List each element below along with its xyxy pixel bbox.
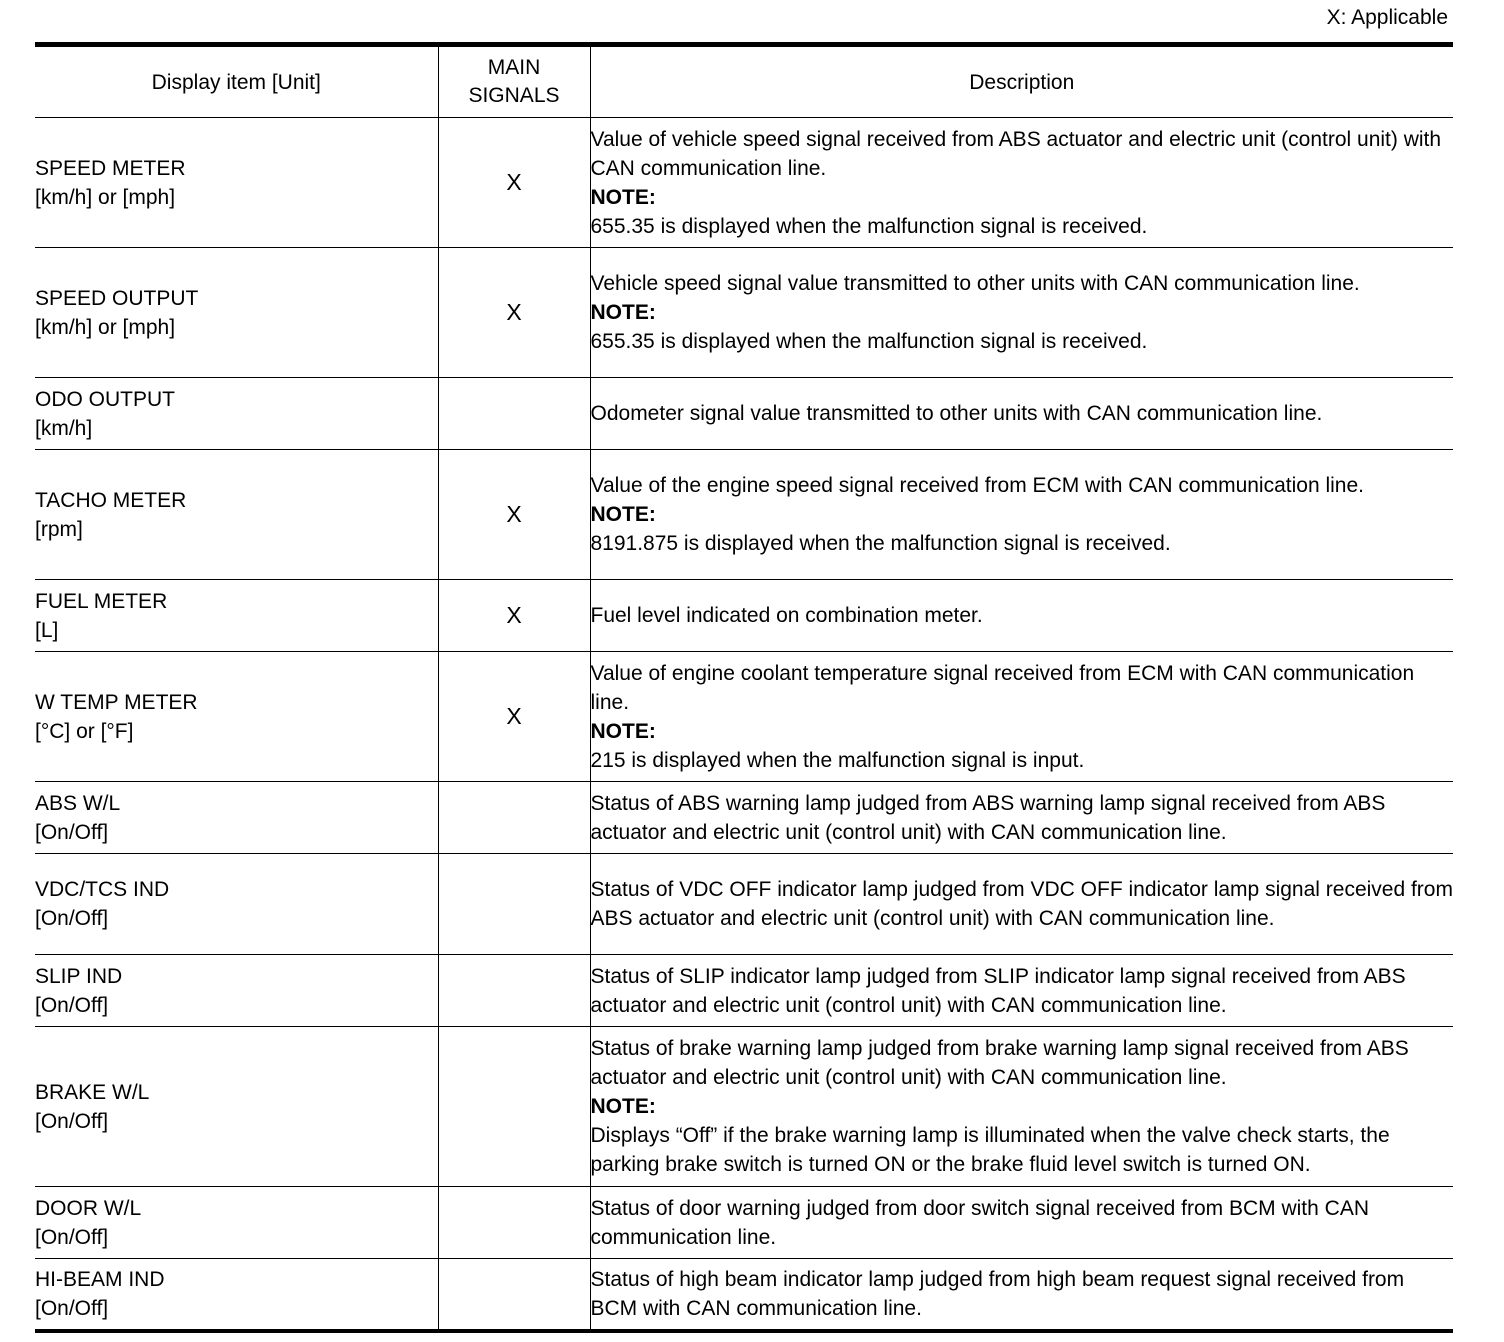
main-signal-cell: X	[438, 450, 590, 580]
display-item-unit: [°C] or [°F]	[35, 719, 134, 743]
display-item-cell	[35, 1259, 438, 1331]
description-cell	[590, 854, 1453, 955]
display-item-name: VDC/TCS IND	[35, 878, 170, 901]
table-row	[35, 782, 1453, 854]
table-row	[35, 580, 1453, 652]
display-item-name: BRAKE W/L	[35, 1080, 150, 1104]
description-cell	[590, 118, 1453, 248]
note-text: 215 is displayed when the malfunction signal is input.	[590, 748, 1085, 772]
display-item-name: W TEMP METER	[35, 690, 198, 714]
row-description: Status of brake warning lamp judged from brake warning lamp signal received from ABS actuator and electric unit (control unit) with CAN communication line.	[590, 1037, 1409, 1089]
row-description: Vehicle speed signal value transmitted to other units with CAN communication line.	[590, 272, 1360, 295]
header-description: Description	[590, 45, 1453, 118]
display-item-name: ABS W/L	[35, 791, 121, 815]
table-row	[35, 1259, 1453, 1331]
row-description: Odometer signal value transmitted to other units with CAN communication line.	[590, 402, 1323, 425]
display-item-unit: [rpm]	[35, 517, 83, 541]
note-label: NOTE:	[590, 1095, 656, 1118]
display-item-cell	[35, 652, 438, 782]
header-display-item: Display item [Unit]	[35, 45, 438, 118]
main-signal-cell: X	[438, 118, 590, 248]
description-cell	[590, 1187, 1453, 1259]
display-item-cell	[35, 580, 438, 652]
display-item-name: TACHO METER	[35, 488, 187, 512]
display-item-cell	[35, 450, 438, 580]
note-label: NOTE:	[590, 503, 656, 526]
table-body	[35, 118, 1453, 1331]
display-item-cell	[35, 1187, 438, 1259]
display-item-name: SLIP IND	[35, 964, 123, 988]
display-item-unit: [km/h] or [mph]	[35, 185, 176, 209]
main-signal-cell	[438, 782, 590, 854]
table-row	[35, 248, 1453, 378]
display-item-cell	[35, 378, 438, 450]
display-item-cell	[35, 248, 438, 378]
row-description: Status of VDC OFF indicator lamp judged from VDC OFF indicator lamp signal received from ABS actuator and electric unit (control unit) with CAN communication line.	[590, 878, 1453, 930]
note-label: NOTE:	[590, 301, 656, 324]
table-row	[35, 652, 1453, 782]
display-item-name: SPEED METER	[35, 156, 186, 180]
display-item-name: DOOR W/L	[35, 1196, 142, 1220]
description-cell	[590, 580, 1453, 652]
display-item-name: FUEL METER	[35, 589, 168, 613]
display-item-name: ODO OUTPUT	[35, 387, 175, 411]
note-text: 8191.875 is displayed when the malfunction signal is received.	[590, 532, 1171, 555]
display-item-cell	[35, 118, 438, 248]
display-item-cell	[35, 955, 438, 1027]
row-description: Fuel level indicated on combination meter.	[590, 604, 983, 627]
display-item-unit: [L]	[35, 618, 59, 642]
display-item-name: SPEED OUTPUT	[35, 286, 199, 310]
main-signal-cell	[438, 378, 590, 450]
description-cell	[590, 782, 1453, 854]
display-item-unit: [On/Off]	[35, 907, 109, 930]
main-signal-cell	[438, 1259, 590, 1331]
display-item-unit: [On/Off]	[35, 820, 109, 844]
main-signal-cell	[438, 955, 590, 1027]
table-row	[35, 378, 1453, 450]
note-text: 655.35 is displayed when the malfunction signal is received.	[590, 214, 1148, 238]
display-item-unit: [On/Off]	[35, 1109, 109, 1133]
data-monitor-table	[35, 42, 1453, 1333]
display-item-unit: [On/Off]	[35, 1296, 109, 1320]
description-cell	[590, 450, 1453, 580]
display-item-cell	[35, 782, 438, 854]
display-item-name: HI-BEAM IND	[35, 1267, 165, 1291]
table-row	[35, 1187, 1453, 1259]
display-item-unit: [km/h] or [mph]	[35, 315, 176, 339]
note-label: NOTE:	[590, 719, 656, 743]
row-description: Value of engine coolant temperature signal received from ECM with CAN communication line.	[590, 661, 1415, 714]
note-text: Displays “Off” if the brake warning lamp is illuminated when the valve check starts, the parking brake switch is turned ON or the brake fluid level switch is turned ON.	[590, 1124, 1390, 1176]
display-item-unit: [On/Off]	[35, 1225, 109, 1249]
display-item-unit: [On/Off]	[35, 993, 109, 1017]
description-cell	[590, 248, 1453, 378]
table-row	[35, 118, 1453, 248]
row-description: Status of high beam indicator lamp judged from high beam request signal received from BCM with CAN communication line.	[590, 1267, 1405, 1320]
display-item-cell	[35, 1027, 438, 1187]
legend: X: Applicable	[1326, 6, 1448, 29]
note-text: 655.35 is displayed when the malfunction signal is received.	[590, 330, 1148, 353]
table-row	[35, 450, 1453, 580]
header-main-signals: MAIN SIGNALS	[438, 45, 590, 118]
display-item-cell	[35, 854, 438, 955]
description-cell	[590, 652, 1453, 782]
description-cell	[590, 1259, 1453, 1331]
row-description: Status of door warning judged from door switch signal received from BCM with CAN communication line.	[590, 1196, 1369, 1249]
main-signal-cell: X	[438, 248, 590, 378]
main-signal-cell: X	[438, 652, 590, 782]
table-row	[35, 854, 1453, 955]
main-signal-cell	[438, 1187, 590, 1259]
table-row	[35, 1027, 1453, 1187]
main-signal-cell	[438, 854, 590, 955]
description-cell	[590, 1027, 1453, 1187]
description-cell	[590, 955, 1453, 1027]
table-row	[35, 955, 1453, 1027]
row-description: Value of the engine speed signal received from ECM with CAN communication line.	[590, 474, 1364, 497]
main-signal-cell	[438, 1027, 590, 1187]
note-label: NOTE:	[590, 185, 656, 209]
header-row	[35, 45, 1453, 118]
description-cell	[590, 378, 1453, 450]
row-description: Status of SLIP indicator lamp judged from SLIP indicator lamp signal received from ABS actuator and electric unit (control unit) with CAN communication line.	[590, 964, 1406, 1017]
row-description: Value of vehicle speed signal received from ABS actuator and electric unit (control unit) with CAN communication line.	[590, 127, 1442, 180]
row-description: Status of ABS warning lamp judged from ABS warning lamp signal received from ABS actuator and electric unit (control unit) with CAN communication line.	[590, 791, 1386, 844]
display-item-unit: [km/h]	[35, 416, 93, 440]
main-signal-cell: X	[438, 580, 590, 652]
